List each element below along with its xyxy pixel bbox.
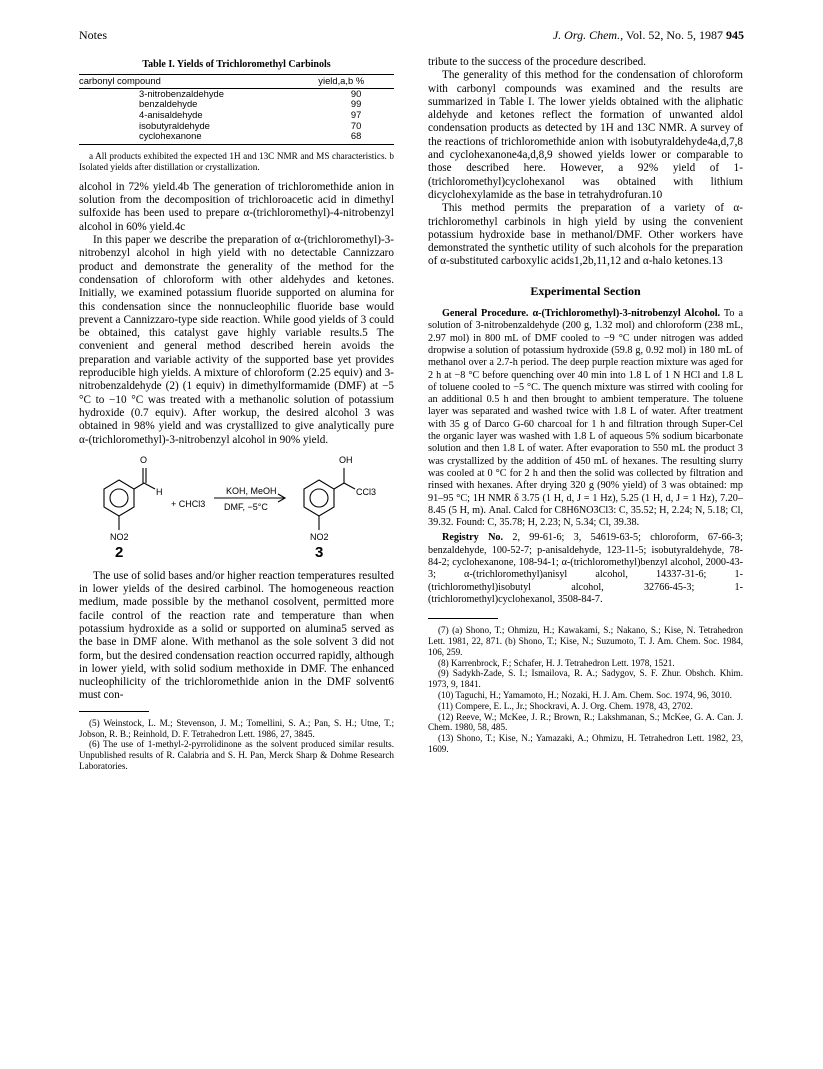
- journal-name: J. Org. Chem.,: [552, 28, 624, 42]
- paragraph: The use of solid bases and/or higher reaction temperatures resulted in lower yields of the desired carbinol. The homogeneous reaction medium, made possible by the methanol cosolvent, permitted more facile control of the reaction rate and temperature than when potassium hydroxide as a solid or supported on alumina5 served as the base in DMF alone. With methanol as the sole solvent 3 did not form, but the desired condensation reaction occurred rapidly, although in lower yield, with solid sodium methoxide in DMF. The enhanced nucleophilicity of the trichloromethide anion in the DMF solvent6 must con-: [79, 569, 394, 702]
- table-cell: cyclohexanone: [79, 131, 318, 144]
- paragraph: alcohol in 72% yield.4b The generation of trichloromethide anion in solution from the decomposition of trichloroacetic acid in dimethyl sulfoxide has been used to prepare α-(trichloromethyl)-4-nitrobenzyl alcohol in 60% yield.4c: [79, 180, 394, 233]
- table-header-yield: yield,a,b %: [318, 75, 394, 89]
- paragraph: The generality of this method for the condensation of chloroform with carbonyl compounds was examined and the results are summarized in Table I. The lower yields obtained with the aliphatic aldehyde and ketones reflect the formation of unwanted aldol condensation products as detected by 1H and 13C NMR. A survey of the reactions of trichloromethide anion with isobutyraldehyde4a,d,7,8 and cyclohexanone4a,d,8,9 showed yields lower or comparable to those described here. However, a 92% yield of 1-(trichloromethyl)cyclohexanol was obtained with lithium dicyclohexylamide as the base in tetrahydrofuran.10: [428, 69, 743, 201]
- procedure-heading: General Procedure. α-(Trichloromethyl)-3-nitrobenzyl Alcohol.: [442, 308, 721, 320]
- table-cell: 99: [350, 98, 362, 110]
- right-column: [428, 56, 743, 755]
- running-head-section: Notes: [79, 28, 107, 42]
- table-cell: 68: [318, 131, 394, 144]
- footnote: (12) Reeve, W.; McKee, J. R.; Brown, R.; Lakshmanan, S.; McKee, G. A. Can. J. Chem. 1980, 58, 485.: [428, 711, 743, 733]
- footnote: (7) (a) Shono, T.; Ohmizu, H.; Kawakami, S.; Nakano, S.; Kise, N. Tetrahedron Lett. 1981, 22, 871. (b) Shono, T.; Kise, N.; Suzumoto, T. J. Am. Chem. Soc. 1984, 106, 259.: [428, 625, 743, 657]
- left-column: [79, 56, 394, 772]
- registry-heading: Registry No.: [442, 532, 504, 544]
- table-row: [79, 88, 394, 99]
- table-row: [79, 121, 394, 132]
- table-cell: 4-anisaldehyde: [139, 109, 203, 121]
- footnote: (10) Taguchi, H.; Yamamoto, H.; Nozaki, H. J. Am. Chem. Soc. 1974, 96, 3010.: [438, 689, 732, 700]
- footnotes-right: [428, 625, 743, 755]
- hydroxyl-label: OH: [339, 454, 353, 465]
- paragraph: This method permits the preparation of a variety of α-trichloromethyl carbinols in high yield by using the convenient potassium hydroxide base in methanol/DMF. Other workers have demonstrated the synthetic utility of such alcohols for the preparation of α-substituted carboxylic acids1,2b,11,12 and α-halo ketones.13: [428, 202, 743, 268]
- registry-body: 2, 99-61-6; 3, 54619-63-5; chloroform, 67-66-3; benzaldehyde, 100-52-7; p-anisaldehyde, 123-11-5; isobutyraldehyde, 78-84-2; cyclohexanone, 108-94-1; α-(trichloromethyl)benzyl alcohol, 2000-43-3; α-(trichloromethyl)anisyl alcohol, 14337-31-6; 1-(trichloromethyl)isobutyl alcohol, 32766-45-3; 1-(trichloromethyl)cyclohexanol, 3508-84-7.: [428, 532, 743, 605]
- reagent-top-label: KOH, MeOH: [226, 485, 277, 496]
- chloroform-label: + CHCl3: [171, 498, 206, 509]
- nitro-label-product: NO2: [310, 531, 329, 542]
- table-cell: 90: [350, 87, 362, 99]
- footnote: (5) Weinstock, L. M.; Stevenson, J. M.; Tomellini, S. A.; Pan, S. H.; Utne, T.; Jobson, R. B.; Reinhold, D. F. Tetrahedron Lett. 1986, 27, 3845.: [79, 717, 394, 739]
- compound-number-2: 2: [115, 543, 124, 561]
- table-cell: 3-nitrobenzaldehyde: [139, 87, 224, 99]
- table-row: [79, 99, 394, 110]
- footnote: (11) Compere, E. L., Jr.; Shockravi, A. J. Org. Chem. 1978, 43, 2702.: [438, 700, 693, 711]
- footnotes-left: [79, 718, 394, 772]
- table-cell: benzaldehyde: [139, 98, 198, 110]
- table-title: Table I. Yields of Trichloromethyl Carbinols: [142, 59, 331, 70]
- aldehyde-h-label: H: [156, 486, 163, 497]
- carbonyl-oxygen-label: O: [140, 454, 148, 465]
- footnote-rule: [79, 711, 149, 712]
- reagent-bottom-label: DMF, −5°C: [224, 501, 268, 512]
- trichloromethyl-label: CCl3: [356, 486, 377, 497]
- footnote: (13) Shono, T.; Kise, N.; Yamazaki, A.; Ohmizu, H. Tetrahedron Lett. 1982, 23, 1609.: [428, 733, 743, 754]
- paragraph: tribute to the success of the procedure described.: [428, 56, 647, 68]
- section-heading: Experimental Section: [530, 283, 641, 298]
- procedure-body: To a solution of 3-nitrobenzaldehyde (200 g, 1.32 mol) and chloroform (238 mL, 2.97 mol) in 800 mL of DMF cooled to −9 °C under nitrogen was added dropwise a solution of potassium hydroxide (59.8 g, 0.92 mol) in 180 mL of methanol over a 2.7-h period. The deep purple reaction mixture was aged for 2 h at −8 °C before quenching over 40 min into 1.8 L of 1 N HCl and 1.8 L of toluene cooled to −5 °C. The quench mixture was stirred with cooling for an additional 0.5 h and then brought to ambient temperature. The toluene layer was separated and washed twice with 1.8 L of water. After treatment with 35 g of Darco G-60 charcoal for 1 h and filtration through Super-Cel the organic layer was washed with 1.8 L of aqueous 5% sodium bicarbonate solution and then 1.8 L of water. After evaporation to 550 mL the product 3 was crystallized by the addition of 450 mL of hexanes. The resulting slurry was cooled at 0 °C for 2 h and then the solid was collected by filtration and rinsed with hexanes. After drying 320 g (90% yield) of 3 was obtained: mp 91–95 °C; 1H NMR δ 3.75 (1 H, d, J = 1 Hz), 5.25 (1 H, d, J = 1 Hz), 7.20–8.45 (5 H, m). Anal. Calcd for C8H6NO3Cl3: C, 35.52; H, 2.24; N, 5.18; Cl, 39.32. Found: C, 35.78; H, 2.23; N, 5.34; Cl, 39.38.: [428, 308, 743, 529]
- table-row: [79, 110, 394, 121]
- experimental-paragraph: [428, 308, 743, 529]
- paragraph: In this paper we describe the preparation of α-(trichloromethyl)-3-nitrobenzyl alcohol in high yield with no detectable Cannizzaro product and demonstrate the generality of the method for the condensation of chloroform with other aldehydes and ketones. Initially, we examined potassium fluoride supported on alumina for this condensation since the nonnucleophilic fluoride base would prevent a Cannizzaro-type side reaction. While good yields of 3 could be obtained, this catalyst gave highly variable results.5 The convenient and general method described herein avoids the preparation and variable activity of the supported base yet provides reproducible high yields. A mixture of chloroform (2.25 equiv) and 3-nitrobenzaldehyde (2) (1 equiv) in dimethylformamide (DMF) at −5 °C to −10 °C was treated with a methanolic solution of potassium hydroxide (0.7 equiv). After workup, the desired alcohol 3 was obtained in 98% yield and was crystallized to give analytically pure α-(trichloromethyl)-3-nitrobenzyl alcohol in 90% yield.: [79, 234, 394, 446]
- table-row: [79, 131, 394, 144]
- running-head-citation: [553, 28, 744, 43]
- table-cell: 97: [350, 109, 362, 121]
- nitro-label-reactant: NO2: [110, 531, 129, 542]
- yields-table: [79, 74, 394, 145]
- table-footnotes: a All products exhibited the expected 1H and 13C NMR and MS characteristics. b Isolated yields after distillation or crystallization.: [79, 150, 394, 172]
- compound-number-3: 3: [315, 543, 324, 561]
- footnote-rule: [428, 618, 498, 619]
- journal-volume: Vol. 52, No. 5, 1987: [625, 28, 723, 42]
- footnote: (9) Sadykh-Zade, S. I.; Ismailova, R. A.; Sadygov, S. F. Zhur. Obshch. Khim. 1973, 9, 1841.: [428, 668, 743, 690]
- table-cell: 70: [350, 119, 362, 131]
- page-number: 945: [726, 28, 744, 42]
- registry-paragraph: [428, 532, 743, 606]
- table-header-compound: carbonyl compound: [79, 75, 318, 89]
- footnote: (8) Karrenbrock, F.; Schafer, H. J. Tetrahedron Lett. 1978, 1521.: [438, 657, 675, 668]
- reaction-scheme: [79, 450, 394, 566]
- table-cell: isobutyraldehyde: [139, 119, 210, 131]
- footnote: (6) The use of 1-methyl-2-pyrrolidinone as the solvent produced similar results. Unpublished results of R. Calabria and S. H. Pan, Merck Sharp & Dohme Research Laboratories.: [79, 739, 394, 771]
